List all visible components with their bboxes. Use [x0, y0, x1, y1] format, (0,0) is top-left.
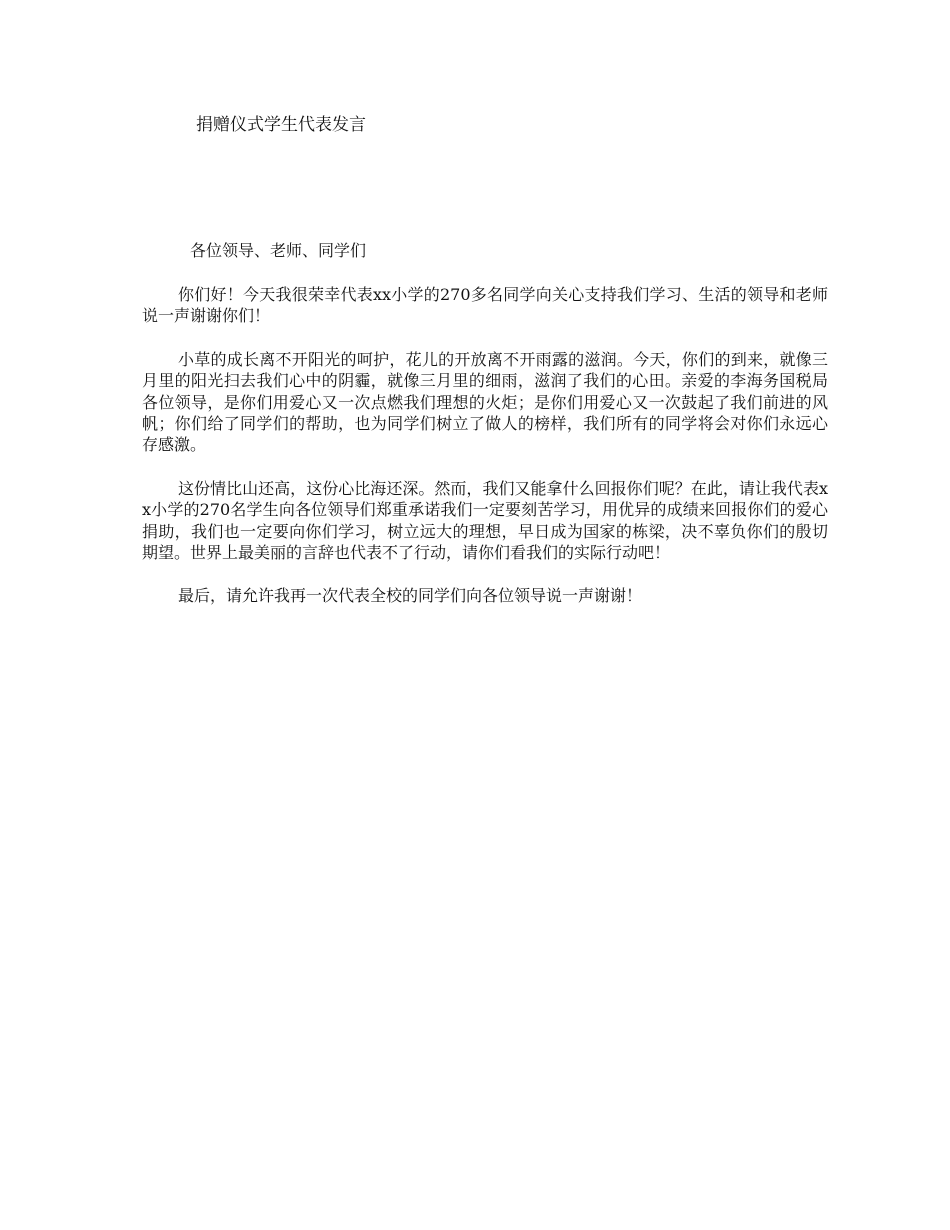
salutation: 各位领导、老师、同学们 — [190, 241, 367, 260]
document-title: 捐赠仪式学生代表发言 — [196, 115, 366, 135]
paragraph-gratitude: 小草的成长离不开阳光的呵护，花儿的开放离不开雨露的滋润。今天，你们的到来，就像三月里的阳光扫去我们心中的阴霾，就像三月里的细雨，滋润了我们的心田。亲爱的李海务国税局各位领导，是你们用爱心又一次点燃我们理想的火炬；是你们用爱心又一次鼓起了我们前进的风帆；你们给了同学们的帮助，也为同学们树立了做人的榜样，我们所有的同学将会对你们永远心存感激。 — [142, 349, 828, 455]
paragraph-greeting: 你们好！今天我很荣幸代表xx小学的270多名同学向关心支持我们学习、生活的领导和老师说一声谢谢你们！ — [142, 285, 828, 326]
paragraph-promise: 这份情比山还高，这份心比海还深。然而，我们又能拿什么回报你们呢？在此，请让我代表xx小学的270名学生向各位领导们郑重承诺我们一定要刻苦学习，用优异的成绩来回报你们的爱心捐助，我们也一定要向你们学习，树立远大的理想，早日成为国家的栋梁，决不辜负你们的殷切期望。世界上最美丽的言辞也代表不了行动，请你们看我们的实际行动吧！ — [142, 478, 828, 563]
speech-body — [142, 284, 828, 629]
paragraph-closing: 最后，请允许我再一次代表全校的同学们向各位领导说一声谢谢！ — [178, 586, 643, 606]
